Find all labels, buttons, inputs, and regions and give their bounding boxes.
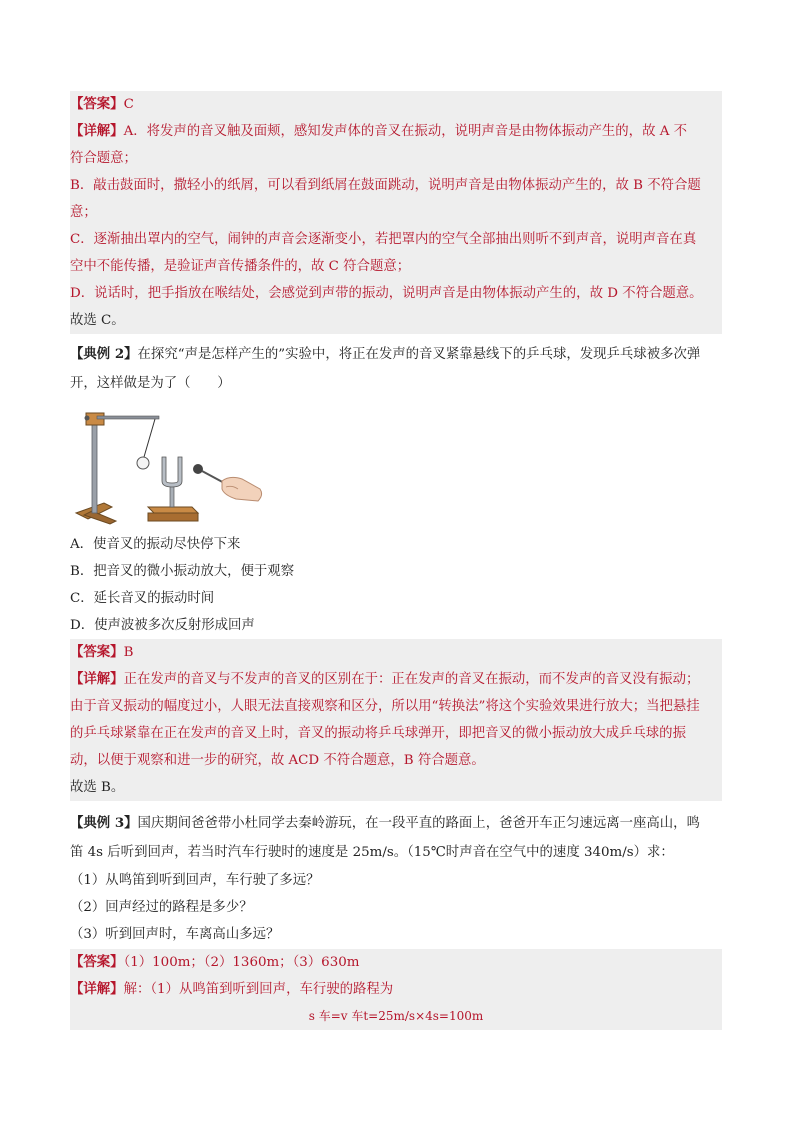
- detail-text: 解：（1）从鸣笛到听到回声，车行驶的路程为: [123, 982, 394, 997]
- question-text: 国庆期间爸爸带小杜同学去秦岭游玩，在一段平直的路面上，爸爸开车正匀速远离一座高山，鸣: [137, 816, 700, 831]
- detail-line: C．逐渐抽出罩内的空气，闹钟的声音会逐渐变小，若把罩内的空气全部抽出则听不到声音，说明声音在真: [70, 226, 722, 253]
- example-tag: 【典例 3】: [70, 815, 138, 831]
- detail-line: 动，以便于观察和进一步的研究，故 ACD 不符合题意，B 符合题意。: [70, 747, 722, 774]
- option-a: A．使音叉的振动尽快停下来: [70, 537, 241, 552]
- answer-tag: 【答案】: [70, 96, 124, 112]
- tuning-fork-figure: [70, 403, 265, 525]
- question-line: [70, 810, 722, 837]
- detail-tag: 【详解】: [70, 671, 124, 687]
- detail-line: D．说话时，把手指放在喉结处，会感觉到声带的振动，说明声音是由物体振动产生的，故 D 不符合题意。: [70, 280, 722, 307]
- answer-value: C: [123, 97, 134, 112]
- option-b: B．把音叉的微小振动放大，便于观察: [70, 564, 295, 579]
- sub-question: （2）回声经过的路程是多少？: [70, 900, 253, 915]
- detail-line: 意；: [70, 199, 722, 226]
- option-c: C．延长音叉的振动时间: [70, 591, 215, 606]
- answer-tag: 【答案】: [70, 954, 124, 970]
- detail-line: 空中不能传播，是验证声音传播条件的，故 C 符合题意；: [70, 253, 722, 280]
- detail-tag: 【详解】: [70, 123, 124, 139]
- question-line: 开，这样做是为了（ ）: [70, 376, 231, 391]
- detail-line: [70, 666, 722, 693]
- formula-line: s 车=v 车t=25m/s×4s=100m: [70, 1003, 722, 1030]
- conclusion-line: 故选 B。: [70, 774, 722, 801]
- answer-value: B: [123, 645, 134, 660]
- detail-line: 符合题意；: [70, 145, 722, 172]
- question-text: 在探究“声是怎样产生的”实验中，将正在发声的音叉紧靠悬线下的乒乓球，发现乒乓球被多次弹: [137, 347, 701, 362]
- conclusion-line: 故选 C。: [70, 307, 722, 334]
- detail-line: [70, 976, 722, 1003]
- sub-question: （1）从鸣笛到听到回声，车行驶了多远？: [70, 873, 320, 888]
- answer-value: （1）100m；（2）1360m；（3）630m: [123, 955, 360, 970]
- answer-line: [70, 91, 722, 118]
- question-line: [70, 341, 722, 368]
- detail-tag: 【详解】: [70, 981, 124, 997]
- sub-question: （3）听到回声时，车离高山多远？: [70, 927, 280, 942]
- option-d: D．使声波被多次反射形成回声: [70, 618, 255, 633]
- detail-text: 正在发声的音叉与不发声的音叉的区别在于：正在发声的音叉在振动，而不发声的音叉没有振动；: [123, 672, 700, 687]
- example-tag: 【典例 2】: [70, 346, 138, 362]
- question-line: 笛 4s 后听到回声，若当时汽车行驶时的速度是 25m/s。（15℃时声音在空气中的速度 340m/s）求：: [70, 845, 674, 860]
- detail-text: A．将发声的音叉触及面颊，感知发声体的音叉在振动，说明声音是由物体振动产生的，故 A 不: [123, 124, 688, 139]
- answer-tag: 【答案】: [70, 644, 124, 660]
- answer-line: [70, 639, 722, 666]
- detail-line: B．敲击鼓面时，撒轻小的纸屑，可以看到纸屑在鼓面跳动，说明声音是由物体振动产生的，故 B 不符合题: [70, 172, 722, 199]
- detail-line: 的乒乓球紧靠在正在发声的音叉上时，音叉的振动将乒乓球弹开，即把音叉的微小振动放大成乒乓球的振: [70, 720, 722, 747]
- detail-line: 由于音叉振动的幅度过小，人眼无法直接观察和区分，所以用“转换法”将这个实验效果进行放大；当把悬挂: [70, 693, 722, 720]
- answer-line: [70, 949, 722, 976]
- detail-line: [70, 118, 722, 145]
